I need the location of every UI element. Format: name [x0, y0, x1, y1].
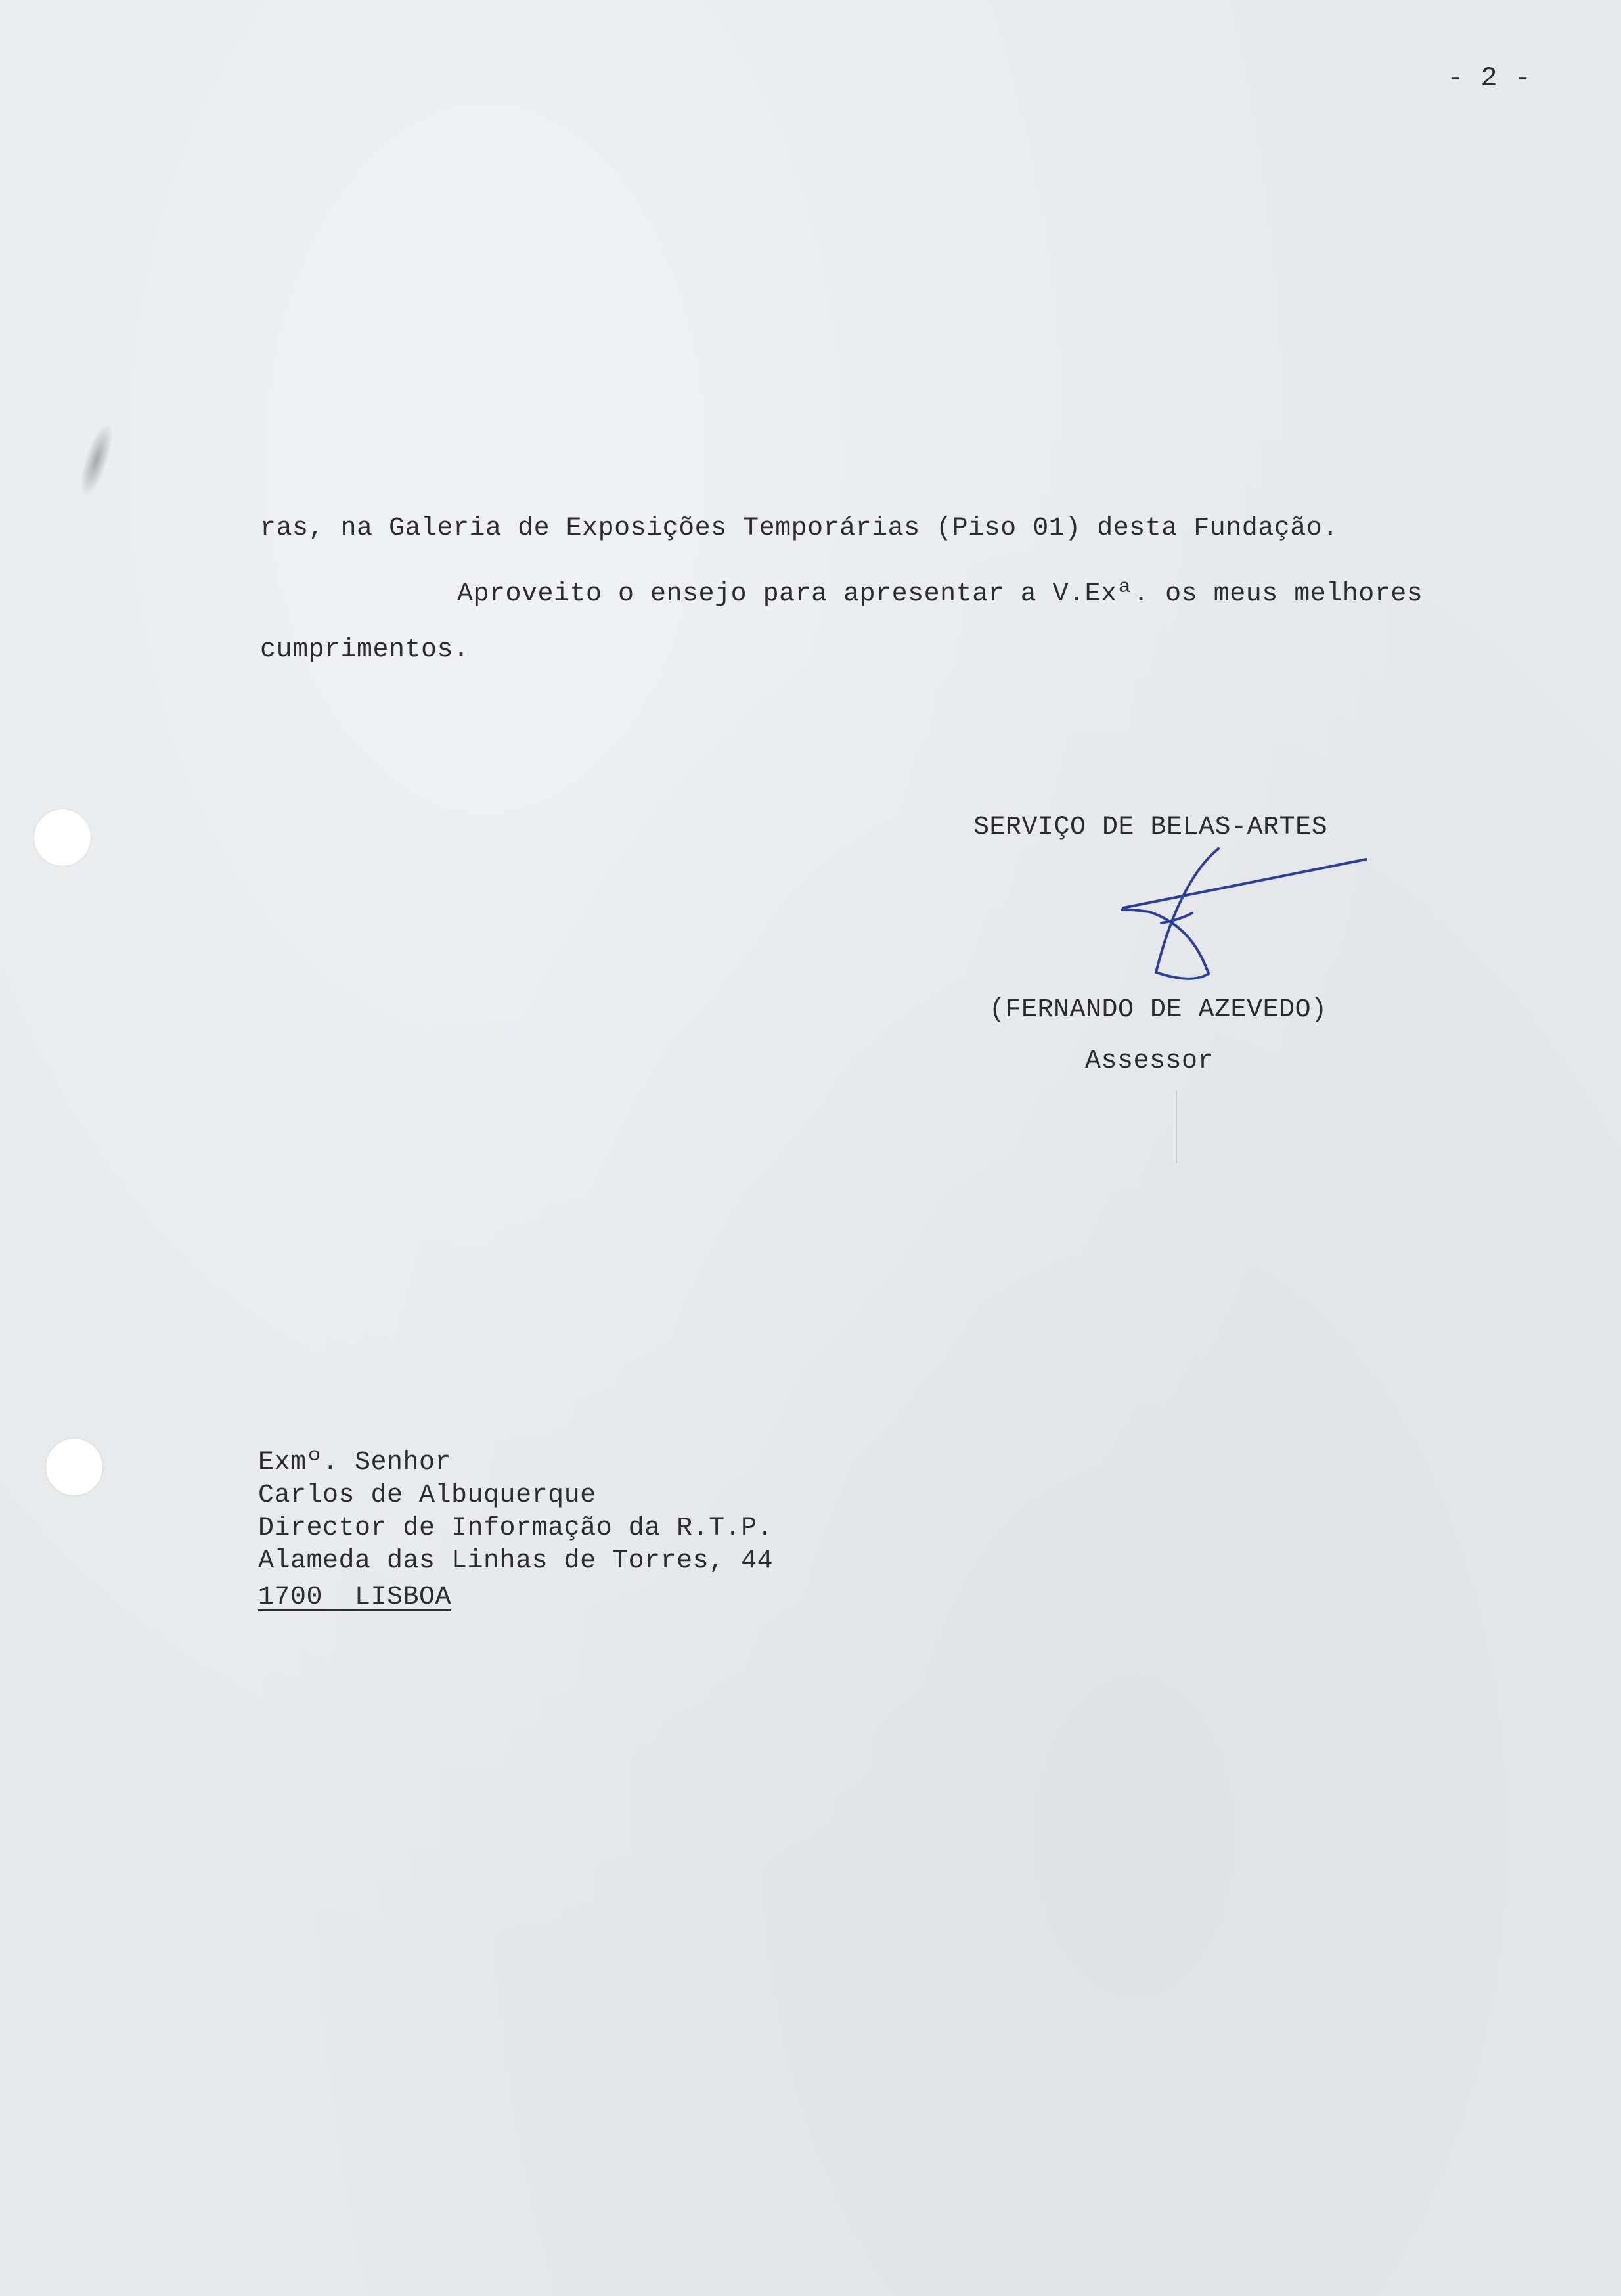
recipient-name: Carlos de Albuquerque	[258, 1481, 596, 1510]
punch-hole	[34, 809, 91, 866]
signatory-name: (FERNANDO DE AZEVEDO)	[989, 995, 1327, 1025]
body-line: Aproveito o ensejo para apresentar a V.Exª. os meus melhores	[457, 579, 1423, 609]
paper-mark	[1176, 1091, 1177, 1163]
signatory-role: Assessor	[1085, 1047, 1214, 1076]
punch-hole	[46, 1439, 102, 1495]
handwritten-signature	[1110, 847, 1373, 999]
page-number: - 2 -	[1447, 62, 1532, 94]
recipient-salutation: Exmº. Senhor	[258, 1448, 452, 1477]
ink-smudge	[74, 419, 119, 501]
recipient-title: Director de Informação da R.T.P.	[258, 1514, 774, 1543]
recipient-city: 1700 LISBOA	[258, 1583, 452, 1612]
recipient-street: Alameda das Linhas de Torres, 44	[258, 1546, 774, 1576]
body-line: ras, na Galeria de Exposições Temporárias (Piso 01) desta Fundação.	[260, 514, 1339, 543]
department-name: SERVIÇO DE BELAS-ARTES	[973, 813, 1328, 842]
body-line: cumprimentos.	[260, 635, 470, 665]
